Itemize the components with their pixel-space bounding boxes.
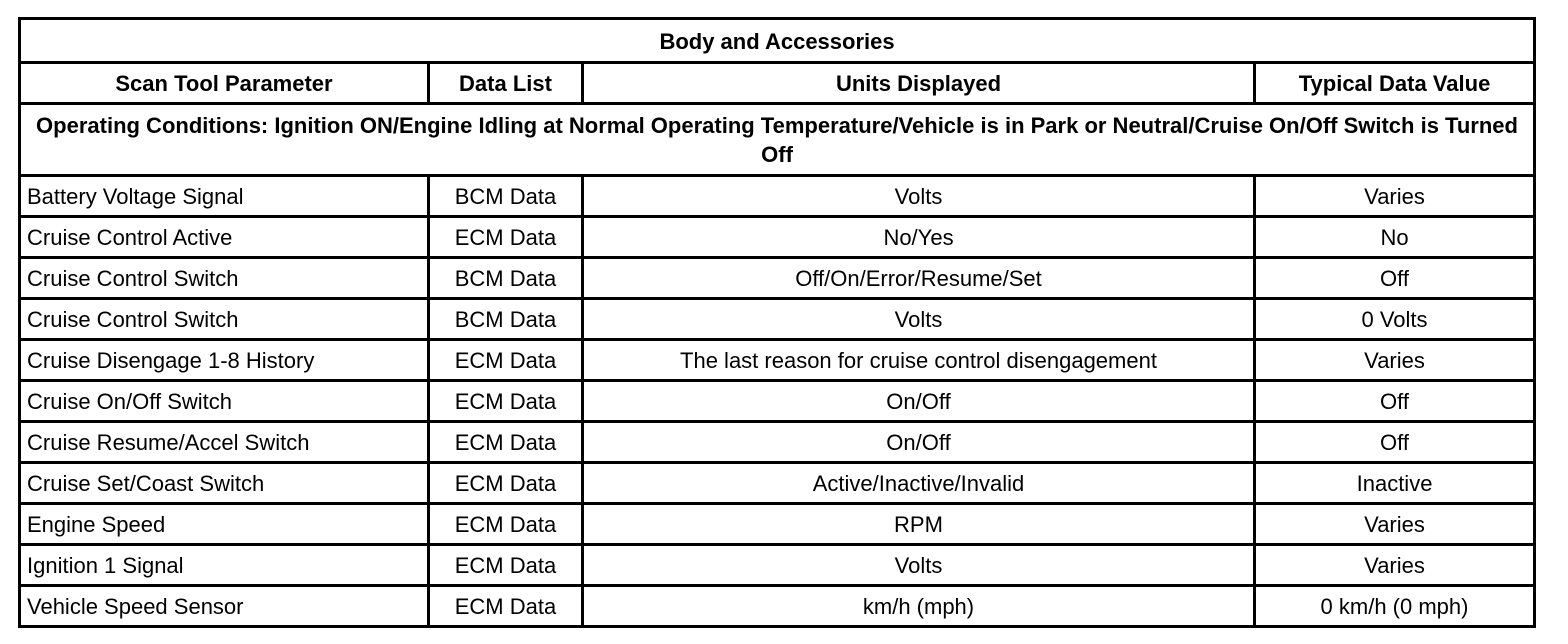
header-typical-data-value: Typical Data Value [1255, 63, 1535, 104]
cell-scan-tool-parameter: Cruise Control Active [20, 217, 429, 258]
table-row [20, 258, 1535, 299]
cell-data-list: ECM Data [429, 545, 583, 586]
cell-scan-tool-parameter: Cruise On/Off Switch [20, 381, 429, 422]
operating-conditions-row [20, 104, 1535, 176]
table-header-row [20, 63, 1535, 104]
table-row [20, 545, 1535, 586]
cell-scan-tool-parameter: Cruise Control Switch [20, 299, 429, 340]
cell-typical-data-value: Varies [1255, 176, 1535, 217]
cell-typical-data-value: Varies [1255, 340, 1535, 381]
cell-units-displayed: Volts [583, 545, 1255, 586]
cell-scan-tool-parameter: Cruise Set/Coast Switch [20, 463, 429, 504]
table-row [20, 463, 1535, 504]
table-row [20, 422, 1535, 463]
cell-typical-data-value: Varies [1255, 545, 1535, 586]
table-row [20, 504, 1535, 545]
cell-units-displayed: On/Off [583, 422, 1255, 463]
cell-data-list: ECM Data [429, 422, 583, 463]
table-title: Body and Accessories [20, 19, 1535, 63]
cell-typical-data-value: Off [1255, 381, 1535, 422]
table-row [20, 381, 1535, 422]
cell-data-list: BCM Data [429, 258, 583, 299]
cell-units-displayed: km/h (mph) [583, 586, 1255, 627]
table-row [20, 176, 1535, 217]
cell-data-list: ECM Data [429, 463, 583, 504]
cell-data-list: BCM Data [429, 176, 583, 217]
scan-tool-data-table [18, 17, 1536, 628]
cell-data-list: ECM Data [429, 504, 583, 545]
cell-typical-data-value: Off [1255, 258, 1535, 299]
cell-units-displayed: RPM [583, 504, 1255, 545]
cell-units-displayed: Off/On/Error/Resume/Set [583, 258, 1255, 299]
cell-typical-data-value: Off [1255, 422, 1535, 463]
table-body [20, 19, 1535, 627]
table-row [20, 586, 1535, 627]
table-row [20, 299, 1535, 340]
cell-units-displayed: Active/Inactive/Invalid [583, 463, 1255, 504]
cell-data-list: BCM Data [429, 299, 583, 340]
table-row [20, 340, 1535, 381]
cell-units-displayed: Volts [583, 299, 1255, 340]
cell-data-list: ECM Data [429, 340, 583, 381]
cell-typical-data-value: Inactive [1255, 463, 1535, 504]
cell-typical-data-value: Varies [1255, 504, 1535, 545]
cell-typical-data-value: 0 Volts [1255, 299, 1535, 340]
cell-data-list: ECM Data [429, 586, 583, 627]
header-units-displayed: Units Displayed [583, 63, 1255, 104]
operating-conditions: Operating Conditions: Ignition ON/Engine Idling at Normal Operating Temperature/Vehicle is in Park or Neutral/Cruise On/Off Switch is Turned Off [20, 104, 1535, 176]
cell-scan-tool-parameter: Ignition 1 Signal [20, 545, 429, 586]
cell-units-displayed: Volts [583, 176, 1255, 217]
cell-scan-tool-parameter: Cruise Disengage 1-8 History [20, 340, 429, 381]
cell-units-displayed: No/Yes [583, 217, 1255, 258]
cell-scan-tool-parameter: Engine Speed [20, 504, 429, 545]
header-scan-tool-parameter: Scan Tool Parameter [20, 63, 429, 104]
cell-scan-tool-parameter: Cruise Resume/Accel Switch [20, 422, 429, 463]
cell-units-displayed: On/Off [583, 381, 1255, 422]
header-data-list: Data List [429, 63, 583, 104]
cell-scan-tool-parameter: Vehicle Speed Sensor [20, 586, 429, 627]
cell-typical-data-value: No [1255, 217, 1535, 258]
cell-units-displayed: The last reason for cruise control disengagement [583, 340, 1255, 381]
cell-scan-tool-parameter: Battery Voltage Signal [20, 176, 429, 217]
cell-typical-data-value: 0 km/h (0 mph) [1255, 586, 1535, 627]
cell-data-list: ECM Data [429, 217, 583, 258]
cell-scan-tool-parameter: Cruise Control Switch [20, 258, 429, 299]
cell-data-list: ECM Data [429, 381, 583, 422]
table-title-row [20, 19, 1535, 63]
table-row [20, 217, 1535, 258]
